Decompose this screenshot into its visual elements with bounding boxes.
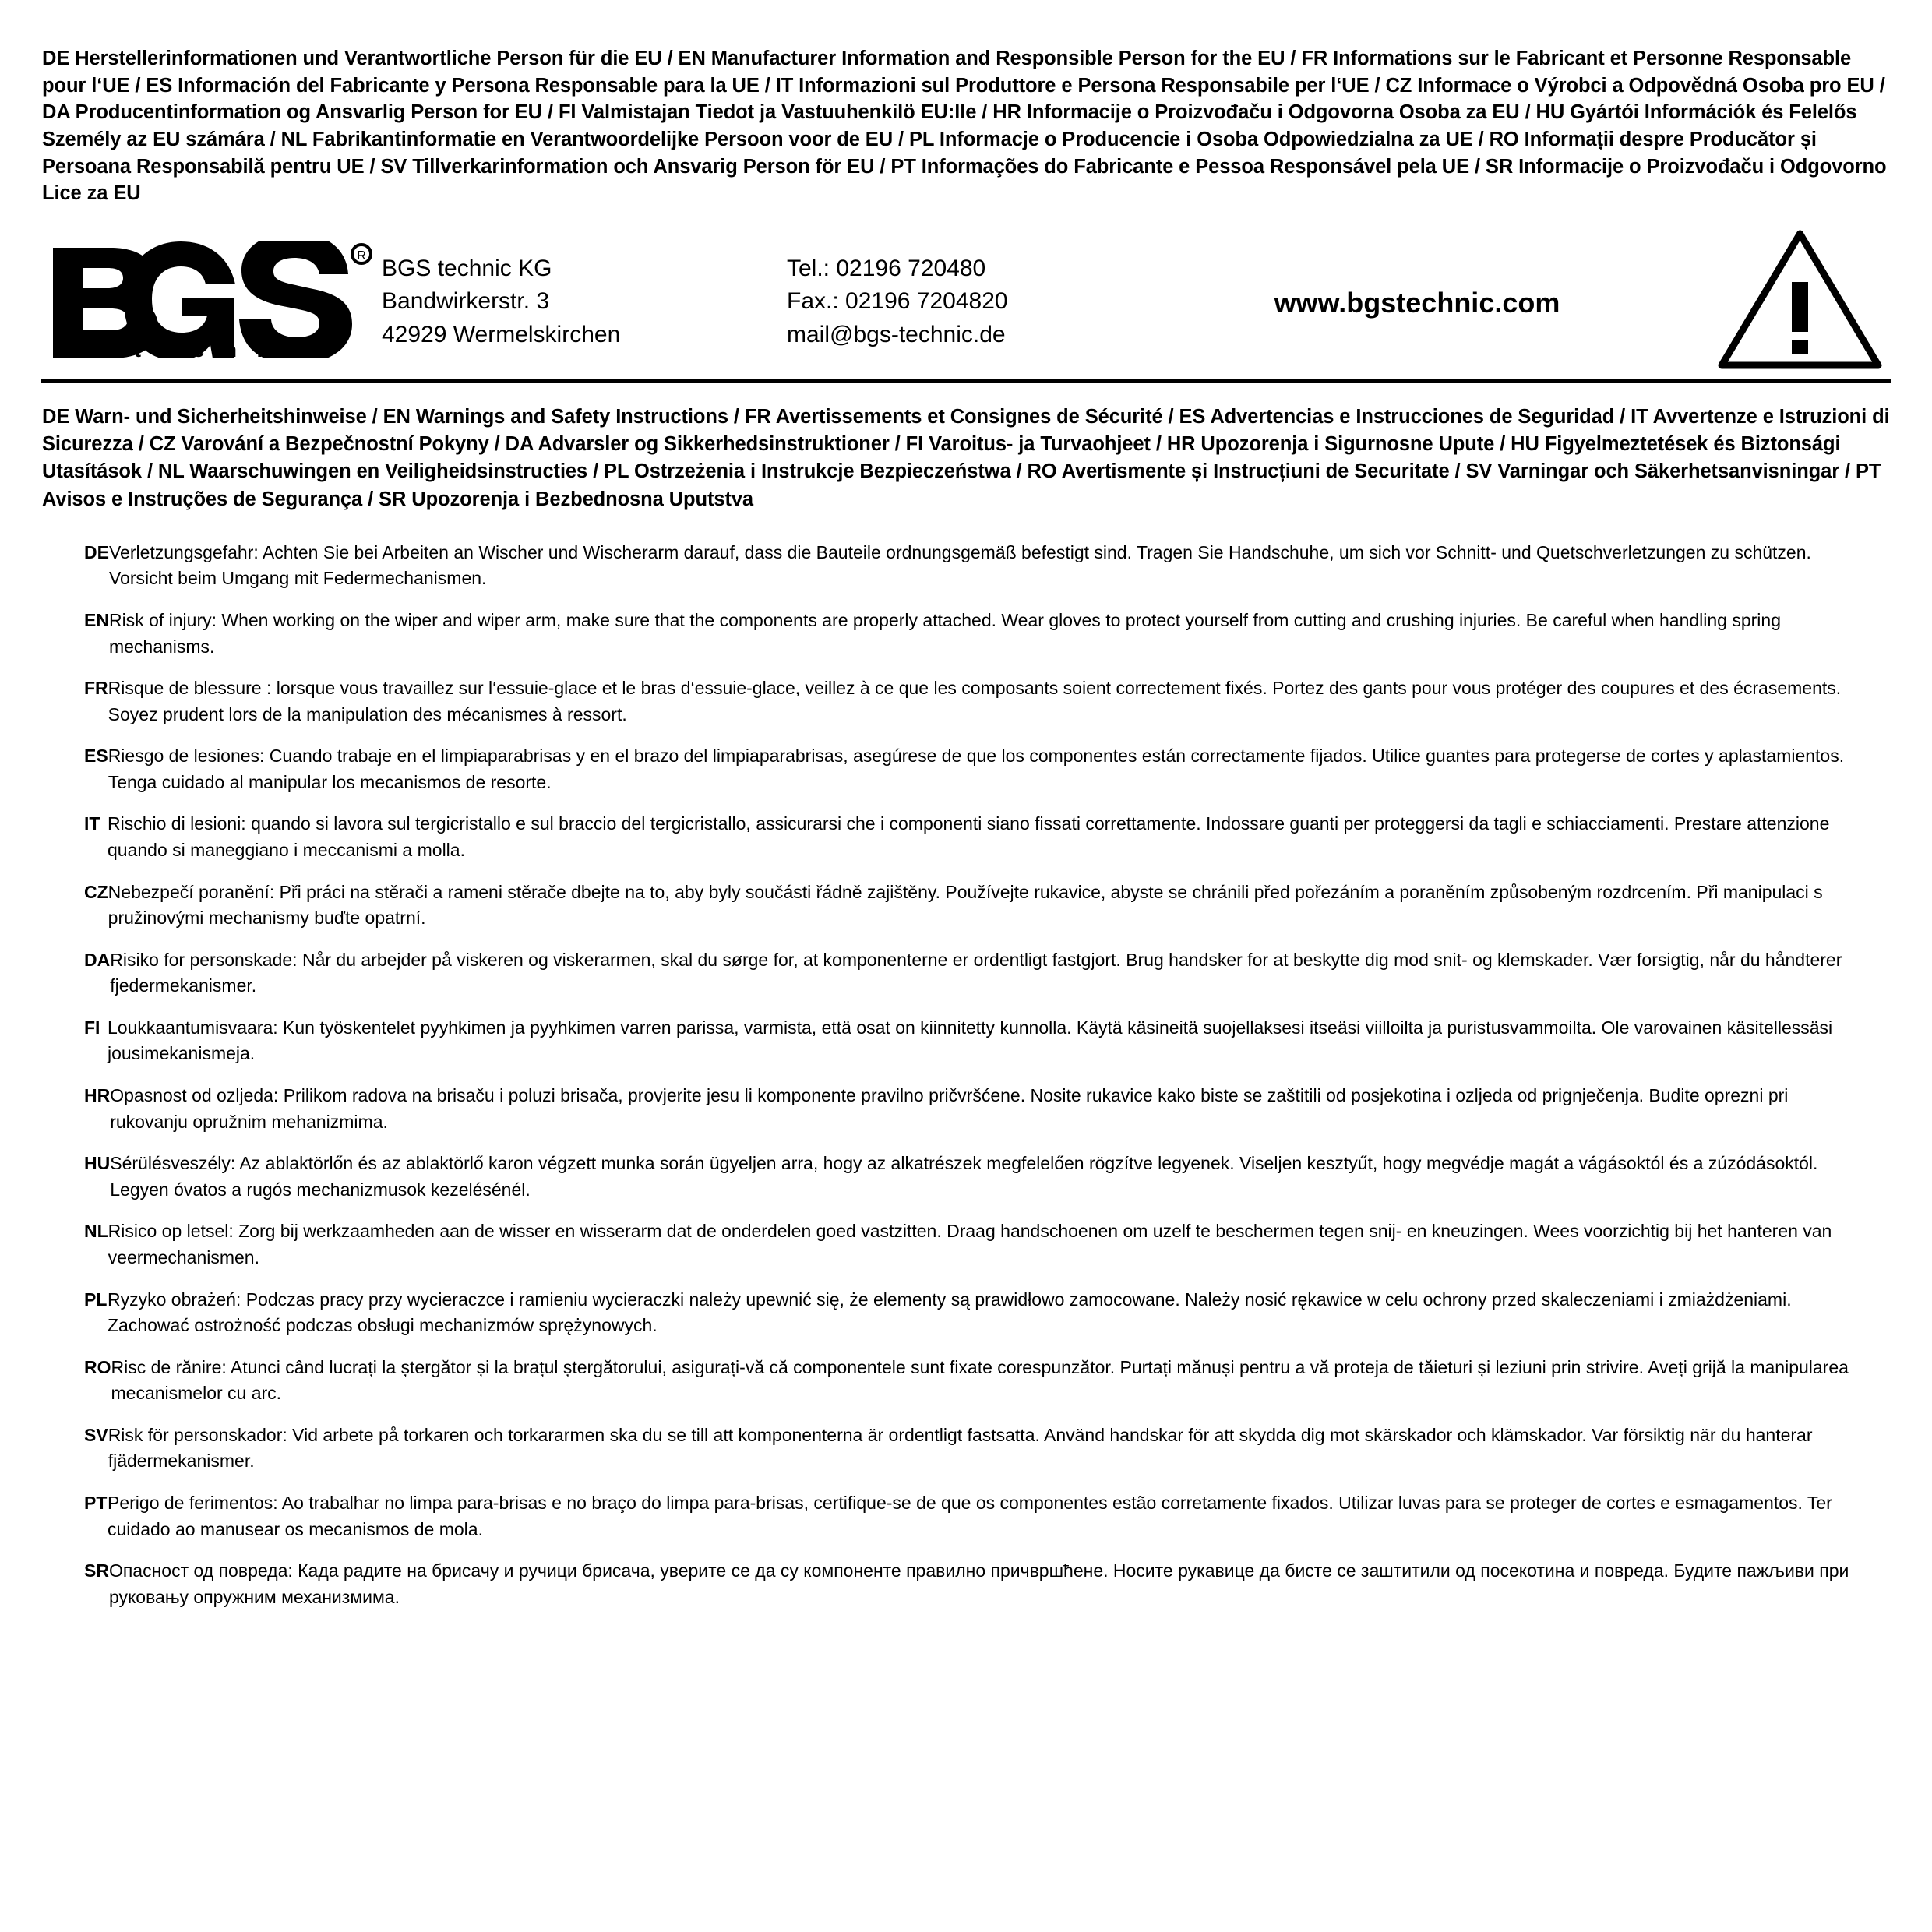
company-website: www.bgstechnic.com — [1274, 286, 1560, 319]
company-city: 42929 Wermelskirchen — [382, 321, 621, 347]
list-item — [41, 811, 1891, 863]
list-item — [41, 540, 1891, 592]
list-item — [41, 1083, 1891, 1135]
svg-text:t e c h n i c: t e c h n i c — [134, 337, 334, 358]
language-code: HR — [84, 1085, 111, 1106]
company-fax: Fax.: 02196 7204820 — [787, 288, 1008, 315]
language-code: RO — [84, 1356, 111, 1377]
language-code: CZ — [84, 881, 108, 902]
company-contact — [787, 248, 1161, 352]
company-street: Bandwirkerstr. 3 — [382, 288, 550, 315]
warnings-section-title: DE Warn- und Sicherheitshinweise / EN Warnings and Safety Instructions / FR Avertissements et Consignes de Sécurité / ES Advertencias e Instrucciones de Seguridad / IT Avvertenze e Istruzioni di Sicurezza / CZ Varování a Bezpečnostní Pokyny / DA Advarsler og Sikkerhedsinstruktioner / FI Varoitus- ja Turvaohjeet / HR Upozorenja i Sigurnosne Upute / HU Figyelmeztetések és Biztonsági Utasítások / NL Waarschuwingen en Veiligheidsinstructies / PL Ostrzeżenia i Instrukcje Bezpieczeństwa / RO Avertismente și Instrucțiuni de Securitate / SV Varningar och Säkerhetsanvisningar / PT Avisos e Instruções de Segurança / SR Upozorenja i Bezbednosna Uputstva — [42, 406, 1890, 510]
warning-text: Verletzungsgefahr: Achten Sie bei Arbeiten an Wischer und Wischerarm darauf, dass die Bauteile ordnungsgemäß befestigt sind. Tragen Sie Handschuhe, um sich vor Schnitt- und Quetschverletzungen zu schützen. Vorsicht beim Umgang mit Federmechanismen. — [108, 541, 1811, 589]
warnings-list — [41, 540, 1891, 1611]
svg-text:R: R — [357, 249, 366, 263]
language-code: FR — [84, 678, 108, 699]
list-item — [41, 675, 1891, 728]
warning-triangle — [1705, 227, 1891, 372]
language-code: PL — [84, 1289, 108, 1310]
list-item — [41, 743, 1891, 795]
multilingual-manufacturer-heading: DE Herstellerinformationen und Verantwortliche Person für die EU / EN Manufacturer Information and Responsible Person for the EU / FR Informations sur le Fabricant et Personne Responsable pour l‘UE / ES Información del Fabricante y Persona Responsable para la UE / IT Informazioni sul Produttore e Persona Responsabile per l‘UE / CZ Informace o Výrobci a Odpovědná Osoba pro EU / DA Producentinformation og Ansvarlig Person for EU / FI Valmistajan Tiedot ja Vastuuhenkilö EU:lle / HR Informacije o Proizvođaču i Odgovorna Osoba za EU / HU Gyártói Információk és Felelős Személy az EU számára / NL Fabrikantinformatie en Verantwoordelijke Persoon voor de EU / PL Informacje o Producencie i Osoba Odpowiedzialna za UE / RO Informații despre Producător și Persoana Responsabilă pentru UE / SV Tillverkarinformation och Ansvarig Person för EU / PT Informações do Fabricante e Pessoa Responsável pela UE / SR Informacije o Proizvođaču i Odgovorno Lice za EU — [42, 48, 1887, 205]
warning-text: Opasnost od ozljeda: Prilikom radova na brisaču i poluzi brisača, provjerite jesu li komponente pravilno pričvršćene. Nosite rukavice kako biste se zaštitili od posjekotina i ozljeda od prignječenja. Budite oprezni pri rukovanju opružnim mehanizmima. — [110, 1085, 1789, 1132]
company-email: mail@bgs-technic.de — [787, 321, 1006, 347]
language-code: FI — [84, 1017, 100, 1038]
warning-text: Risiko for personskade: Når du arbejder på viskeren og viskerarmen, skal du sørge for, at komponenterne er ordentligt fastgjort. Brug handsker for at beskytte dig mod snit- og klemskader. Vær forsigtig, når du håndterer fjedermekanismer. — [110, 949, 1842, 996]
list-item — [41, 1355, 1891, 1407]
warning-text: Riesgo de lesiones: Cuando trabaje en el limpiaparabrisas y en el brazo del limpiaparabrisas, asegúrese de que los componentes están correctamente fijados. Utilice guantes para protegerse de cortes y aplastamientos. Tenga cuidado al manipular los mecanismos de resorte. — [108, 746, 1845, 792]
company-tel: Tel.: 02196 720480 — [787, 255, 986, 281]
list-item — [41, 1490, 1891, 1542]
company-header — [41, 227, 1891, 383]
list-item — [41, 947, 1891, 999]
list-item — [41, 1558, 1891, 1610]
list-item — [41, 1015, 1891, 1067]
list-item — [41, 1423, 1891, 1475]
list-item — [41, 1218, 1891, 1271]
warning-text: Rischio di lesioni: quando si lavora sul tergicristallo e sul braccio del tergicristallo, assicurarsi che i componenti siano fissati correttamente. Indossare guanti per proteggersi da tagli e schiacciamenti. Prestare attenzione quando si maneggiano i meccanismi a molla. — [108, 813, 1830, 860]
list-item — [41, 880, 1891, 932]
language-code: SR — [84, 1560, 109, 1581]
warning-text: Risk för personskador: Vid arbete på torkaren och torkararmen ska du se till att komponenterna är ordentligt fastsatta. Använd handskar för att skydda dig mot skärskador och klämskador. Var försiktig när du hanterar fjädermekanismer. — [108, 1424, 1813, 1472]
language-code: DA — [84, 949, 111, 970]
warning-text: Perigo de ferimentos: Ao trabalhar no limpa para-brisas e no braço do limpa para-brisas, certifique-se de que os componentes estão corretamente fixados. Utilizar luvas para se proteger de cortes e esmagamentos. Ter cuidado ao manusear os mecanismos de mola. — [108, 1492, 1832, 1539]
language-code: SV — [84, 1424, 108, 1445]
language-code: HU — [84, 1153, 111, 1174]
list-item — [41, 608, 1891, 660]
bgs-logo — [41, 242, 382, 358]
list-item — [41, 1287, 1891, 1339]
warning-text: Risque de blessure : lorsque vous travaillez sur l‘essuie-glace et le bras d‘essuie-glace, veillez à ce que les composants soient correctement fixés. Portez des gants pour vous protéger des coupures et des écrasements. Soyez prudent lors de la manipulation des mécanismes à ressort. — [108, 678, 1842, 724]
language-code: ES — [84, 746, 108, 767]
warning-text: Risico op letsel: Zorg bij werkzaamheden aan de wisser en wisserarm dat de onderdelen goed vastzitten. Draag handschoenen om uzelf te beschermen tegen snij- en kneuzingen. Wees voorzichtig bij het hanteren van veermechanismen. — [108, 1221, 1832, 1267]
warning-text: Ryzyko obrażeń: Podczas pracy przy wycieraczce i ramieniu wycieraczki należy upewnić się, że elementy są prawidłowo zamocowane. Należy nosić rękawice w celu ochrony przed skaleczeniami i zmiażdżeniami. Zachować ostrożność podczas obsługi mechanizmów sprężynowych. — [108, 1289, 1792, 1336]
company-name: BGS technic KG — [382, 255, 552, 281]
warning-triangle-icon — [1716, 227, 1884, 372]
warning-text: Risk of injury: When working on the wiper and wiper arm, make sure that the components are properly attached. Wear gloves to protect yourself from cutting and crushing injuries. Be careful when handling spring mechanisms. — [108, 609, 1781, 657]
language-code: DE — [84, 541, 109, 562]
language-code: NL — [84, 1221, 108, 1242]
warning-text: Risc de rănire: Atunci când lucrați la ștergător și la brațul ștergătorului, asigurați-vă că componentele sunt fixate corespunzător. Purtați mănuși pentru a vă proteja de tăieturi și leziuni prin strivire. Aveți grijă la manipularea mecanismelor cu arc. — [111, 1356, 1849, 1404]
language-code: EN — [84, 609, 109, 630]
company-address — [382, 248, 787, 352]
warning-text: Sérülésveszély: Az ablaktörlőn és az ablaktörlő karon végzett munka során ügyeljen arra, hogy az alkatrészek megfelelően rögzítve legyenek. Viseljen kesztyűt, hogy megvédje magát a vágásoktól és a zúzódásoktól. Legyen óvatos a rugós mechanizmusok kezelésénél. — [110, 1153, 1818, 1200]
bgs-logo-icon — [47, 242, 374, 358]
language-code: IT — [84, 813, 100, 834]
warning-text: Loukkaantumisvaara: Kun työskentelet pyyhkimen ja pyyhkimen varren parissa, varmista, että osat on kiinnitetty kunnolla. Käytä käsineitä suojellaksesi itseäsi viilloilta ja puristusvammoilta. Ole varovainen käsitellessäsi jousimekanismeja. — [108, 1017, 1833, 1064]
warning-text: Опасност од повреда: Када радите на брисачу и ручици брисача, уверите се да су компоненте правилно причвршћене. Носите рукавице да бисте се заштитили од посекотина и повреда. Будите пажљиви при руковању опружним механизмима. — [108, 1560, 1849, 1607]
language-code: PT — [84, 1492, 108, 1513]
warning-text: Nebezpečí poranění: Při práci na stěrači a rameni stěrače dbejte na to, aby byly součásti řádně zajištěny. Používejte rukavice, abyste se chránili před pořezáním a poraněním způsobeným rozdrcením. Při manipulaci s pružinovými mechanismy buďte opatrní. — [108, 881, 1823, 929]
list-item — [41, 1151, 1891, 1203]
